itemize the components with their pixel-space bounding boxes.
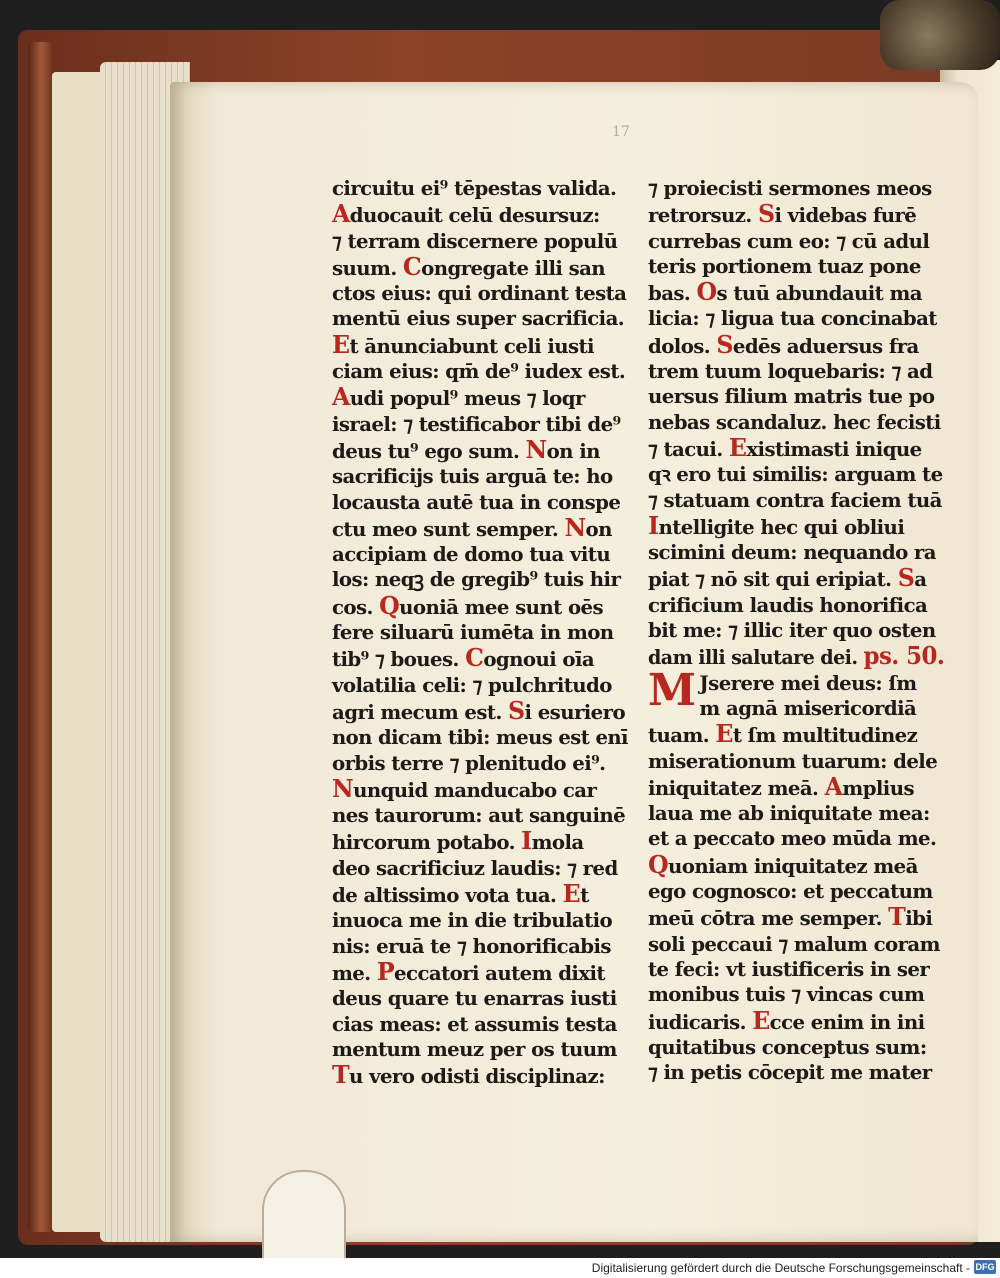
text-line [332, 464, 628, 489]
rubric-letter: S [897, 563, 915, 593]
line-text: ⁊ tacui. [648, 436, 729, 461]
rubric-letter: Q [379, 590, 400, 620]
text-line [648, 904, 944, 931]
line-text: non dicam tibi: meus est enī [332, 725, 628, 750]
rubric-letter: I [648, 510, 659, 540]
text-line [332, 856, 628, 881]
line-text: suum. [332, 255, 403, 280]
line-text: soli peccaui ⁊ malum coram [648, 931, 940, 956]
text-line [648, 618, 944, 643]
page-tab [262, 1170, 346, 1264]
rubric-letter: O [696, 277, 717, 307]
text-line [332, 384, 628, 411]
text-line [648, 488, 944, 513]
text-line [648, 201, 944, 228]
line-text: qꝛ ero tui similis: arguam te [648, 462, 943, 487]
line-text: quitatibus conceptus sum: [648, 1034, 927, 1059]
dfg-logo: DFG [975, 1262, 995, 1272]
rubric-letter: ps. 50. [863, 641, 945, 671]
line-text: miserationum tuarum: dele [648, 748, 938, 773]
rubric-letter: T [332, 1060, 350, 1090]
line-text: deus quare tu enarras iusti [332, 986, 617, 1011]
text-line [332, 229, 628, 254]
text-line [332, 1037, 628, 1062]
line-text: scimini deum: nequando ra [648, 540, 936, 565]
line-text: deus tu⁹ ego sum. [332, 438, 526, 463]
text-line [648, 410, 944, 435]
text-line [332, 490, 628, 515]
line-text: iudicaris. [648, 1009, 753, 1034]
text-line [648, 462, 944, 487]
rubric-letter: A [824, 771, 843, 801]
text-line [332, 201, 628, 228]
text-line [332, 673, 628, 698]
line-text: s tuū abundauit ma [716, 281, 922, 306]
line-text: mplius [842, 775, 914, 800]
text-line [648, 306, 944, 331]
rubric-letter: S [508, 695, 525, 725]
line-text: crificium laudis honorifica [648, 592, 928, 617]
line-text: ongregate illi san [421, 255, 606, 280]
line-text: laua me ab iniquitate mea: [648, 801, 930, 826]
line-text: hircorum potabo. [332, 830, 522, 855]
text-line [648, 176, 944, 201]
text-line [332, 645, 628, 672]
line-text: deo sacrificiuz laudis: ⁊ red [332, 855, 618, 880]
text-line [648, 229, 944, 254]
text-line [332, 434, 628, 464]
text-line [332, 567, 628, 592]
text-line [648, 329, 944, 359]
rubric-letter: Q [648, 849, 669, 879]
rubric-letter: E [562, 879, 581, 909]
text-line [332, 281, 628, 306]
rubric-letter: E [332, 329, 350, 359]
text-line [648, 510, 944, 540]
line-text: meū cōtra me semper. [648, 906, 889, 931]
line-text: licia: ⁊ ligua tua concinabat [648, 306, 937, 331]
line-text: bas. [648, 281, 697, 306]
text-line [648, 593, 944, 618]
line-text: dam illi salutare dei. [648, 645, 864, 670]
line-text: trem tuum loquebaris: ⁊ ad [648, 359, 933, 384]
rubric-letter: E [752, 1005, 770, 1035]
text-line [648, 957, 944, 982]
text-line [332, 1062, 628, 1089]
line-text: uoniam iniquitatez meā [668, 853, 918, 878]
cover-edge [28, 42, 54, 1232]
line-text: unquid manducabo car [353, 777, 597, 802]
text-line [648, 721, 944, 748]
rubric-letter: I [521, 826, 532, 856]
line-text: Jserere mei deus: ſm [699, 670, 917, 695]
line-text: israel: ⁊ testificabor tibi de⁹ [332, 411, 621, 436]
rubric-letter: C [465, 643, 484, 673]
line-text: a [914, 567, 927, 592]
text-column-right [648, 176, 948, 1085]
text-line [648, 1035, 944, 1060]
line-text: inuoca me in die tribulatio [332, 908, 613, 933]
line-text: u vero odisti disciplinaz: [349, 1064, 605, 1089]
line-text: locausta autē tua in conspe [332, 489, 621, 514]
text-line [332, 412, 628, 437]
rubric-letter: N [525, 434, 547, 464]
rubric-letter: T [888, 902, 906, 932]
rubric-letter: N [564, 512, 586, 542]
text-line [648, 826, 944, 851]
text-line [332, 590, 628, 620]
line-text: ⁊ in petis cōcepit me mater [648, 1060, 932, 1085]
line-text: monibus tuis ⁊ vincas cum [648, 982, 925, 1007]
line-text: teris portionem tuaz pone [648, 253, 921, 278]
text-line [648, 879, 944, 904]
text-line [332, 986, 628, 1011]
line-text: eccatori autem dixit [394, 960, 605, 985]
line-text: sacrificijs tuis arguā te: ho [332, 464, 613, 489]
line-text: t ānunciabunt celi iusti [349, 333, 594, 358]
text-line [332, 773, 628, 803]
text-line [648, 771, 944, 801]
rubric-letter: A [332, 382, 350, 412]
line-text: los: neqꝫ de gregib⁹ tuis hir [332, 567, 621, 592]
text-line [648, 696, 944, 721]
text-line [332, 725, 626, 750]
rubric-letter: E [728, 432, 747, 462]
line-text: dolos. [648, 333, 717, 358]
text-column-left [332, 176, 632, 1089]
line-text: retrorsuz. [648, 203, 758, 228]
line-text: mentum meuz per os tuum [332, 1036, 617, 1061]
text-line [332, 956, 628, 986]
line-text: ntelligite hec qui obliui [658, 514, 905, 539]
line-text: me. [332, 960, 377, 985]
line-text: uoniā mee sunt oēs [399, 594, 604, 619]
rubricated-initial: M [648, 664, 696, 716]
line-text: et a peccato meo mūda me. [648, 826, 937, 851]
text-line [648, 932, 944, 957]
line-text: t [580, 883, 589, 908]
line-text: te feci: vt iustificeris in ser [648, 956, 930, 981]
line-text: nis: eruā te ⁊ honorificabis [332, 933, 611, 958]
text-line [332, 803, 628, 828]
text-line [332, 828, 628, 855]
line-text: ognoui oīa [483, 647, 595, 672]
line-text: bit me: ⁊ illic iter quo osten [648, 618, 936, 643]
line-text: on in [546, 438, 600, 463]
line-text: ego cognosco: et peccatum [648, 879, 933, 904]
folio-number: 17 [612, 124, 630, 140]
line-text: uersus filium matris tue po [648, 384, 935, 409]
text-line [648, 1005, 944, 1035]
line-text: t ſm multitudinez [732, 723, 918, 748]
text-line [332, 306, 628, 331]
line-text: mola [531, 830, 584, 855]
line-text: ctu meo sunt semper. [332, 516, 565, 541]
funding-credit: Digitalisierung gefördert durch die Deutsche Forschungsgemeinschaft - [591, 1261, 970, 1275]
line-text: m agnā misericordiā [699, 695, 917, 720]
text-line [332, 176, 628, 201]
line-text: nebas scandaluz. hec fecisti [648, 409, 941, 434]
text-line [648, 254, 944, 279]
text-line [332, 542, 628, 567]
line-text: ⁊ proiecisti sermones meos [648, 176, 932, 200]
line-text: cias meas: et assumis testa [332, 1011, 617, 1036]
line-text: tuam. [648, 723, 716, 748]
line-text: ⁊ terram discernere populū [332, 228, 618, 253]
line-text: de altissimo vota tua. [332, 883, 563, 908]
line-text: mentū eius super sacrificia. [332, 306, 625, 331]
rubric-letter: S [716, 329, 733, 359]
rubric-letter: P [376, 956, 395, 986]
line-text: ⁊ statuam contra faciem tuā [648, 487, 942, 512]
line-text: piat ⁊ nō sit qui eripiat. [648, 567, 898, 592]
text-line [648, 359, 944, 384]
text-line [648, 540, 944, 565]
text-line [648, 801, 944, 826]
rubric-letter: A [332, 199, 350, 229]
text-line [648, 1060, 944, 1085]
text-line [648, 849, 944, 879]
line-text: on [585, 516, 612, 541]
line-text: i videbas furē [774, 203, 917, 228]
text-line [648, 982, 944, 1007]
spine-headband [880, 0, 1000, 70]
line-text: orbis terre ⁊ plenitudo ei⁹. [332, 750, 606, 775]
line-text: iniquitatez meā. [648, 775, 825, 800]
line-text: volatilia celi: ⁊ pulchritudo [332, 672, 612, 697]
text-line [332, 251, 628, 281]
text-line [648, 279, 944, 306]
text-line [332, 329, 628, 359]
text-line [648, 565, 944, 592]
rubric-letter: S [757, 199, 775, 229]
text-line [332, 695, 628, 725]
text-line [332, 512, 628, 542]
text-line [332, 934, 628, 959]
line-text: ciam eius: qm̄ de⁹ iudex est. [332, 359, 626, 384]
text-line [332, 620, 628, 645]
line-text: accipiam de domo tua vitu [332, 542, 611, 567]
line-text: ctos eius: qui ordinant testa [332, 281, 627, 306]
line-text: i esuriero [524, 699, 626, 724]
rubric-letter: E [715, 719, 733, 749]
text-line [332, 881, 628, 908]
line-text: tib⁹ ⁊ boues. [332, 647, 466, 672]
line-text: cce enim in ini [769, 1009, 925, 1034]
line-text: currebas cum eo: ⁊ cū adul [648, 228, 930, 253]
line-text: xistimasti inique [746, 436, 922, 461]
rubric-letter: N [332, 773, 354, 803]
text-line [332, 359, 628, 384]
line-text: udi popul⁹ meus ⁊ loqr [349, 386, 585, 411]
line-text: duocauit celū desursuz: [349, 203, 600, 228]
text-line [332, 751, 628, 776]
line-text: circuitu ei⁹ tēpestas valida. [332, 176, 617, 200]
text-line [648, 432, 944, 462]
line-text: fere siluarū iumēta in mon [332, 620, 614, 645]
line-text: edēs aduersus fra [732, 333, 919, 358]
text-line [648, 384, 944, 409]
rubric-letter: C [402, 251, 422, 281]
line-text: cos. [332, 594, 380, 619]
line-text: ibi [905, 906, 933, 931]
line-text: nes taurorum: aut sanguinē [332, 803, 626, 828]
line-text: agri mecum est. [332, 699, 509, 724]
text-line [648, 749, 944, 774]
text-line [332, 908, 628, 933]
text-line [332, 1012, 628, 1037]
